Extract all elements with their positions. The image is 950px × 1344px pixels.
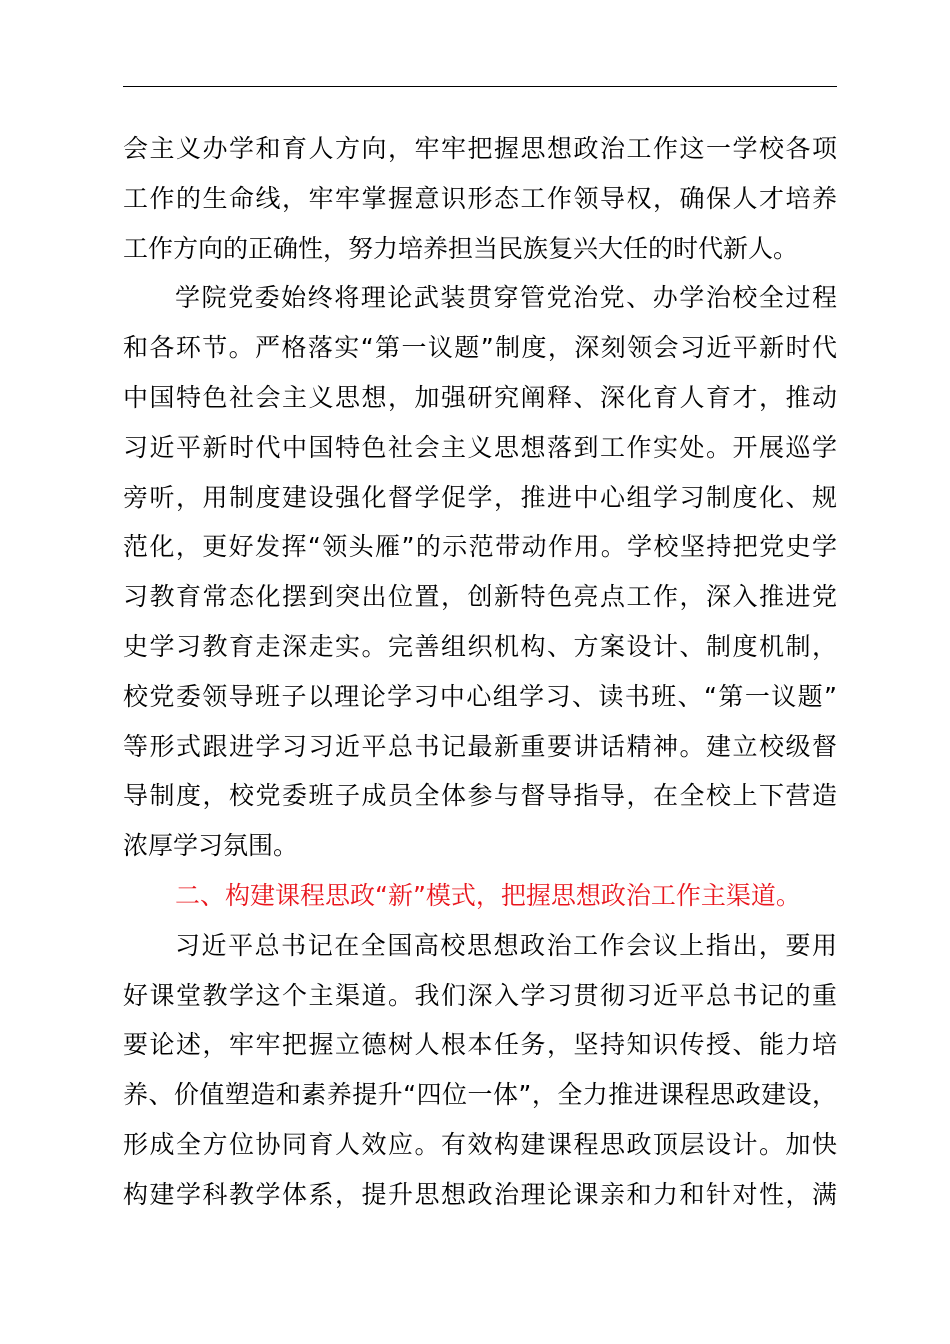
- text-line: 习近平新时代中国特色社会主义思想落到工作实处。开展巡学: [123, 432, 837, 462]
- text-line: 形成全方位协同育人效应。有效构建课程思政顶层设计。加快: [123, 1129, 837, 1159]
- text-line: 构建学科教学体系，提升思想政治理论课亲和力和针对性，满: [123, 1179, 837, 1209]
- text-line: 要论述，牢牢把握立德树人根本任务，坚持知识传授、能力培: [123, 1030, 837, 1060]
- text-line: 和各环节。严格落实“第一议题”制度，深刻领会习近平新时代: [123, 333, 837, 363]
- text-line: 旁听，用制度建设强化督学促学，推进中心组学习制度化、规: [123, 482, 837, 512]
- header-rule: [123, 86, 837, 87]
- text-line: 史学习教育走深走实。完善组织机构、方案设计、制度机制，: [123, 631, 837, 661]
- text-line: 好课堂教学这个主渠道。我们深入学习贯彻习近平总书记的重: [123, 980, 837, 1010]
- text-line: 校党委领导班子以理论学习中心组学习、读书班、“第一议题”: [123, 681, 837, 711]
- text-line: 工作方向的正确性，努力培养担当民族复兴大任的时代新人。: [123, 233, 799, 263]
- text-line: 范化，更好发挥“领头雁”的示范带动作用。学校坚持把党史学: [123, 532, 837, 562]
- text-line: 习近平总书记在全国高校思想政治工作会议上指出，要用: [175, 930, 837, 960]
- text-line: 学院党委始终将理论武装贯穿管党治党、办学治校全过程: [175, 283, 837, 313]
- text-line: 等形式跟进学习习近平总书记最新重要讲话精神。建立校级督: [123, 731, 837, 761]
- text-line: 习教育常态化摆到突出位置，创新特色亮点工作，深入推进党: [123, 582, 837, 612]
- text-line: 导制度，校党委班子成员全体参与督导指导，在全校上下营造: [123, 781, 837, 811]
- text-line: 中国特色社会主义思想，加强研究阐释、深化育人育才，推动: [123, 382, 837, 412]
- document-body: [123, 124, 837, 1220]
- text-line: 会主义办学和育人方向，牢牢把握思想政治工作这一学校各项: [123, 134, 837, 163]
- section-heading: 二、构建课程思政“新”模式，把握思想政治工作主渠道。: [175, 880, 801, 910]
- text-line: 养、价值塑造和素养提升“四位一体”，全力推进课程思政建设，: [123, 1080, 837, 1110]
- text-line: 浓厚学习氛围。: [123, 831, 299, 861]
- text-line: 工作的生命线，牢牢掌握意识形态工作领导权，确保人才培养: [123, 183, 837, 213]
